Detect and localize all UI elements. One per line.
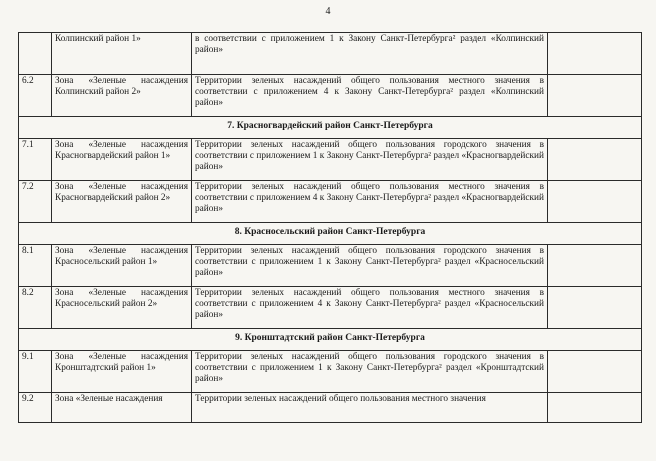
item-number: 8.1 — [19, 245, 52, 287]
zone-name: Зона «Зеленые насаждения Колпинский район 2» — [52, 75, 192, 117]
table-row — [19, 33, 642, 75]
zone-name: Зона «Зеленые насаждения Красносельский район 2» — [52, 287, 192, 329]
zone-description: Территории зеленых насаждений общего пользования городского значения в соответствии с приложением 1 к Закону Санкт-Петербурга² раздел «Красносельский район» — [192, 245, 548, 287]
section-row — [19, 117, 642, 139]
notes-cell — [548, 393, 642, 423]
notes-cell — [548, 139, 642, 181]
item-number — [19, 33, 52, 75]
item-number: 9.1 — [19, 351, 52, 393]
zone-description: Территории зеленых насаждений общего пользования городского значения в соответствии с приложением 1 к Закону Санкт-Петербурга² раздел «Красногвардейский район» — [192, 139, 548, 181]
zone-name: Колпинский район 1» — [52, 33, 192, 75]
notes-cell — [548, 287, 642, 329]
page-number: 4 — [325, 6, 331, 17]
zones-table — [18, 32, 642, 423]
section-title: 9. Кронштадтский район Санкт-Петербурга — [19, 329, 642, 351]
table-row — [19, 245, 642, 287]
table-row — [19, 287, 642, 329]
zone-description: в соответствии с приложением 1 к Закону Санкт-Петербурга² раздел «Колпинский район» — [192, 33, 548, 75]
table-row — [19, 75, 642, 117]
zone-description: Территории зеленых насаждений общего пользования местного значения в соответствии с приложением 4 к Закону Санкт-Петербурга² раздел «Красногвардейский район» — [192, 181, 548, 223]
zone-description: Территории зеленых насаждений общего пользования местного значения в соответствии с приложением 4 к Закону Санкт-Петербурга² раздел «Колпинский район» — [192, 75, 548, 117]
item-number: 7.1 — [19, 139, 52, 181]
section-row — [19, 329, 642, 351]
table-row — [19, 139, 642, 181]
zone-name: Зона «Зеленые насаждения Красногвардейский район 1» — [52, 139, 192, 181]
table-row — [19, 393, 642, 423]
notes-cell — [548, 245, 642, 287]
notes-cell — [548, 351, 642, 393]
item-number: 8.2 — [19, 287, 52, 329]
notes-cell — [548, 33, 642, 75]
item-number: 6.2 — [19, 75, 52, 117]
item-number: 9.2 — [19, 393, 52, 423]
zone-description: Территории зеленых насаждений общего пользования местного значения в соответствии с приложением 4 к Закону Санкт-Петербурга² раздел «Красносельский район» — [192, 287, 548, 329]
section-row — [19, 223, 642, 245]
table-row — [19, 181, 642, 223]
zones-table-body — [19, 33, 642, 423]
zone-name: Зона «Зеленые насаждения Кронштадтский район 1» — [52, 351, 192, 393]
table-row — [19, 351, 642, 393]
zone-name: Зона «Зеленые насаждения Красносельский район 1» — [52, 245, 192, 287]
item-number: 7.2 — [19, 181, 52, 223]
zone-description: Территории зеленых насаждений общего пользования местного значения — [192, 393, 548, 423]
zone-name: Зона «Зеленые насаждения — [52, 393, 192, 423]
section-title: 8. Красносельский район Санкт-Петербурга — [19, 223, 642, 245]
notes-cell — [548, 75, 642, 117]
zone-description: Территории зеленых насаждений общего пользования городского значения в соответствии с приложением 1 к Закону Санкт-Петербурга² раздел «Кронштадтский район» — [192, 351, 548, 393]
zone-name: Зона «Зеленые насаждения Красногвардейский район 2» — [52, 181, 192, 223]
section-title: 7. Красногвардейский район Санкт-Петербурга — [19, 117, 642, 139]
notes-cell — [548, 181, 642, 223]
